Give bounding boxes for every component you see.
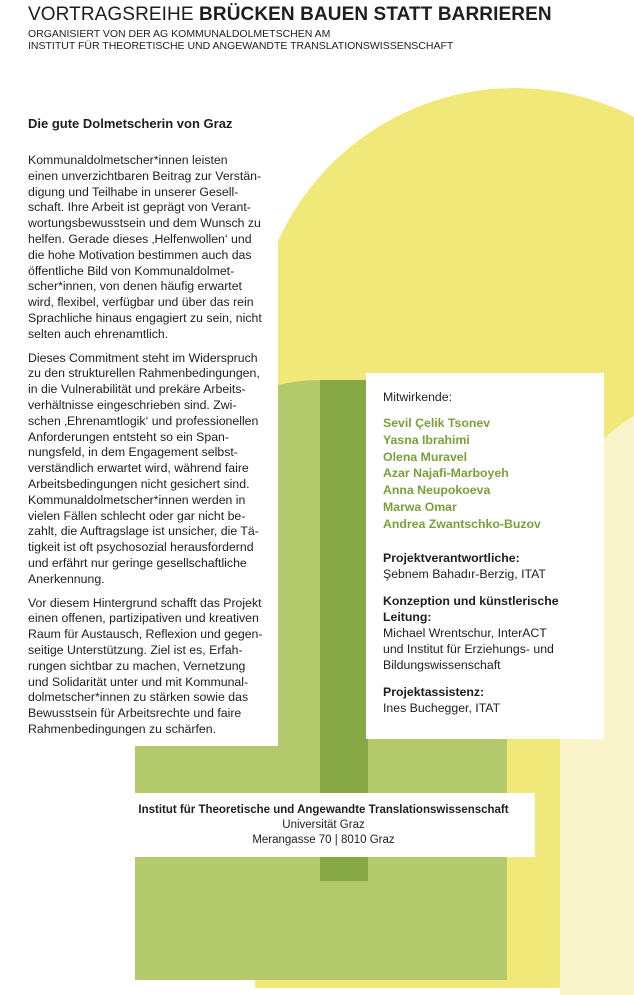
footer-university: Universität Graz xyxy=(282,819,365,831)
contributor-name: Anna Neupokoeva xyxy=(383,483,491,498)
footer-address-box xyxy=(112,793,535,857)
role-title-assistant: Projektassistenz: xyxy=(383,684,485,699)
contributor-name: Sevil Çelik Tsonev xyxy=(383,416,491,430)
main-text-column xyxy=(28,116,278,746)
contributors-label: Mitwirkende: xyxy=(383,390,453,404)
contributor-name: Olena Muravel xyxy=(383,449,468,464)
paragraph-3: Vor diesem Hintergrund schafft das Projekt einen offenen, partizipativen und kreativen Raum für Austausch, Reflexion und gegen- seitige Unterstützung. Ziel ist es, Erfah- rungen sichtbar zu machen, Vernetzung und Solidarität unter und mit Kommunal- dolmetscher*innen zu stärken sowie das Bewusstsein für Arbeitsrechte und faire Rahmenbedingungen zu schärfen. xyxy=(28,595,263,736)
footer-institute: Institut für Theoretische und Angewandte Translationswissenschaft xyxy=(138,804,509,816)
article-title: Die gute Dolmetscherin von Graz xyxy=(28,116,233,131)
contributor-name: Azar Najafi-Marboyeh xyxy=(383,466,509,481)
series-name: BRÜCKEN BAUEN STATT BARRIEREN xyxy=(199,4,552,25)
series-prefix: VORTRAGSREIHE xyxy=(28,4,194,25)
paragraph-2: Dieses Commitment steht im Widerspruch zu den strukturellen Rahmenbedingungen, in die Vulnerabilität und prekäre Arbeits- verhältnisse eingeschrieben sind. Zwi- schen ‚Ehrenamtlogik‘ und professionellen Anforderungen entsteht so ein Span- nungsfeld, in dem Engagement selbst- verständlich erwartet wird, während faire Arbeitsbedingungen nicht gesichert sind. Kommunaldolmetscher*innen werden in vielen Fällen schlecht oder gar nicht be- zahlt, die Auftragslage ist unsicher, die Tä- tigkeit ist oft psychosozial herausfordernd und erfährt nur geringe gesellschaftliche Anerkennung. xyxy=(28,350,260,586)
paragraph-1: Kommunaldolmetscher*innen leisten einen unverzichtbaren Beitrag zur Verstän- digung und Teilhabe in unserer Gesell- schaft. Ihre Arbeit ist geprägt von Verant- wortungsbewusstsein und dem Wunsch zu helfen. Gerade dieses ‚Helfenwollen‘ und die hohe Motivation bestimmen auch das öffentliche Bild von Kommunaldolmet- scher*innen, von denen häufig erwartet wird, flexibel, verfügbar und über das rein Sprachliche hinaus engagiert zu sein, nicht selten auch ehrenamtlich. xyxy=(28,153,262,341)
role-title-concept: Konzeption und künstlerische Leitung: xyxy=(383,593,559,624)
role-value-concept: Michael Wrentschur, InterACT und Institut für Erziehungs- und Bildungswissenschaft xyxy=(383,625,554,672)
role-value-project-lead: Şebnem Bahadır-Berzig, ITAT xyxy=(383,566,546,581)
contributor-name: Yasna Ibrahimi xyxy=(383,432,470,447)
role-value-assistant: Ines Buchegger, ITAT xyxy=(383,700,501,715)
contributors-list xyxy=(383,415,594,533)
contributor-name: Andrea Zwantschko-Buzov xyxy=(383,516,541,531)
series-title xyxy=(28,4,552,26)
contributor-name: Marwa Omar xyxy=(383,499,457,514)
footer-address: Merangasse 70 | 8010 Graz xyxy=(252,834,395,846)
header xyxy=(28,4,552,52)
role-title-project-lead: Projektverantwortliche: xyxy=(383,550,520,565)
organizer-line: ORGANISIERT VON DER AG KOMMUNALDOLMETSCHEN AM INSTITUT FÜR THEORETISCHE UND ANGEWANDTE TRANSLATIONSWISSENSCHAFT xyxy=(28,28,454,52)
credits-card xyxy=(366,373,604,739)
